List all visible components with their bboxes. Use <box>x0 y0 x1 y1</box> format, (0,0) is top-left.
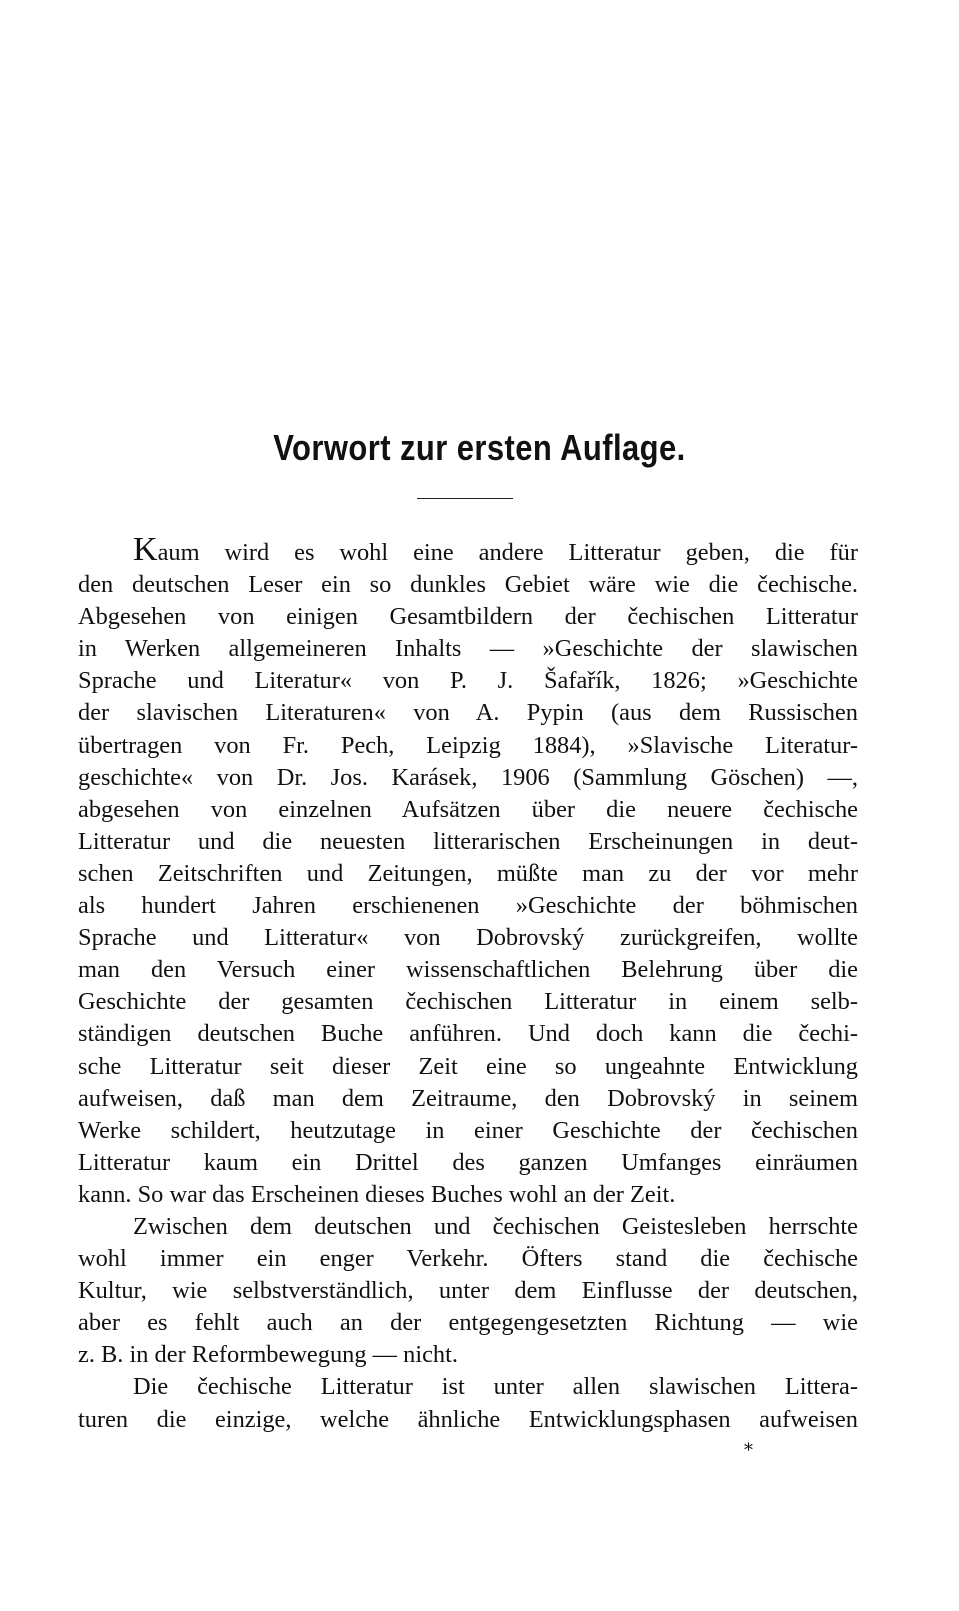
text-line: kann. So war das Erscheinen dieses Buches wohl an der Zeit. <box>78 1180 676 1208</box>
initial-letter: K <box>133 531 158 568</box>
text-line: aber es fehlt auch an der entgegengesetzten Richtung — wie <box>78 1309 858 1337</box>
text-line: geschichte« von Dr. Jos. Karásek, 1906 (Sammlung Göschen) —, <box>78 763 858 791</box>
text-line: abgesehen von einzelnen Aufsätzen über die neuere čechische <box>78 795 858 823</box>
text-line: Zwischen dem deutschen und čechischen Geistesleben herrschte <box>133 1212 858 1240</box>
text-line: z. B. in der Reformbewegung — nicht. <box>78 1341 458 1369</box>
text-line: schen Zeitschriften und Zeitungen, müßte man zu der vor mehr <box>78 859 858 887</box>
title-divider <box>417 498 513 499</box>
text-line: Kultur, wie selbstverständlich, unter dem Einflusse der deutschen, <box>78 1277 858 1305</box>
text-line: in Werken allgemeineren Inhalts — »Geschichte der slawischen <box>78 635 858 663</box>
text-line: Werke schildert, heutzutage in einer Geschichte der čechischen <box>78 1116 858 1144</box>
text-line: Abgesehen von einigen Gesamtbildern der čechischen Litteratur <box>78 603 858 631</box>
text-line: als hundert Jahren erschienenen »Geschichte der böhmischen <box>78 892 858 920</box>
signature-mark: * <box>744 1440 753 1461</box>
text-line: sche Litteratur seit dieser Zeit eine so ungeahnte Entwicklung <box>78 1052 858 1080</box>
text-line: man den Versuch einer wissenschaftlichen Belehrung über die <box>78 956 858 984</box>
text-line: ständigen deutschen Buche anführen. Und doch kann die čechi- <box>78 1020 858 1048</box>
text-line: Die čechische Litteratur ist unter allen slawischen Littera- <box>133 1373 858 1401</box>
text-line: turen die einzige, welche ähnliche Entwicklungsphasen aufweisen <box>78 1405 858 1433</box>
text-line: Sprache und Litteratur« von Dobrovský zurückgreifen, wollte <box>78 924 858 952</box>
text-line: Sprache und Literatur« von P. J. Šafařík, 1826; »Geschichte <box>78 667 858 695</box>
text-line: aufweisen, daß man dem Zeitraume, den Dobrovský in seinem <box>78 1084 858 1112</box>
text-line: Kaum wird es wohl eine andere Litteratur geben, die für <box>133 531 858 568</box>
text-line: Geschichte der gesamten čechischen Litteratur in einem selb- <box>78 988 858 1016</box>
text-line: der slavischen Literaturen« von A. Pypin (aus dem Russischen <box>78 699 858 727</box>
text-line: wohl immer ein enger Verkehr. Öfters stand die čechische <box>78 1245 858 1273</box>
page-title: Vorwort zur ersten Auflage. <box>273 427 686 468</box>
text-line: Litteratur kaum ein Drittel des ganzen Umfanges einräumen <box>78 1148 858 1176</box>
preface-text <box>78 531 858 1436</box>
text-line: Litteratur und die neuesten litterarischen Erscheinungen in deut- <box>78 827 858 855</box>
text-line: übertragen von Fr. Pech, Leipzig 1884), »Slavische Literatur- <box>78 731 858 759</box>
text-line: den deutschen Leser ein so dunkles Gebiet wäre wie die čechische. <box>78 571 858 599</box>
